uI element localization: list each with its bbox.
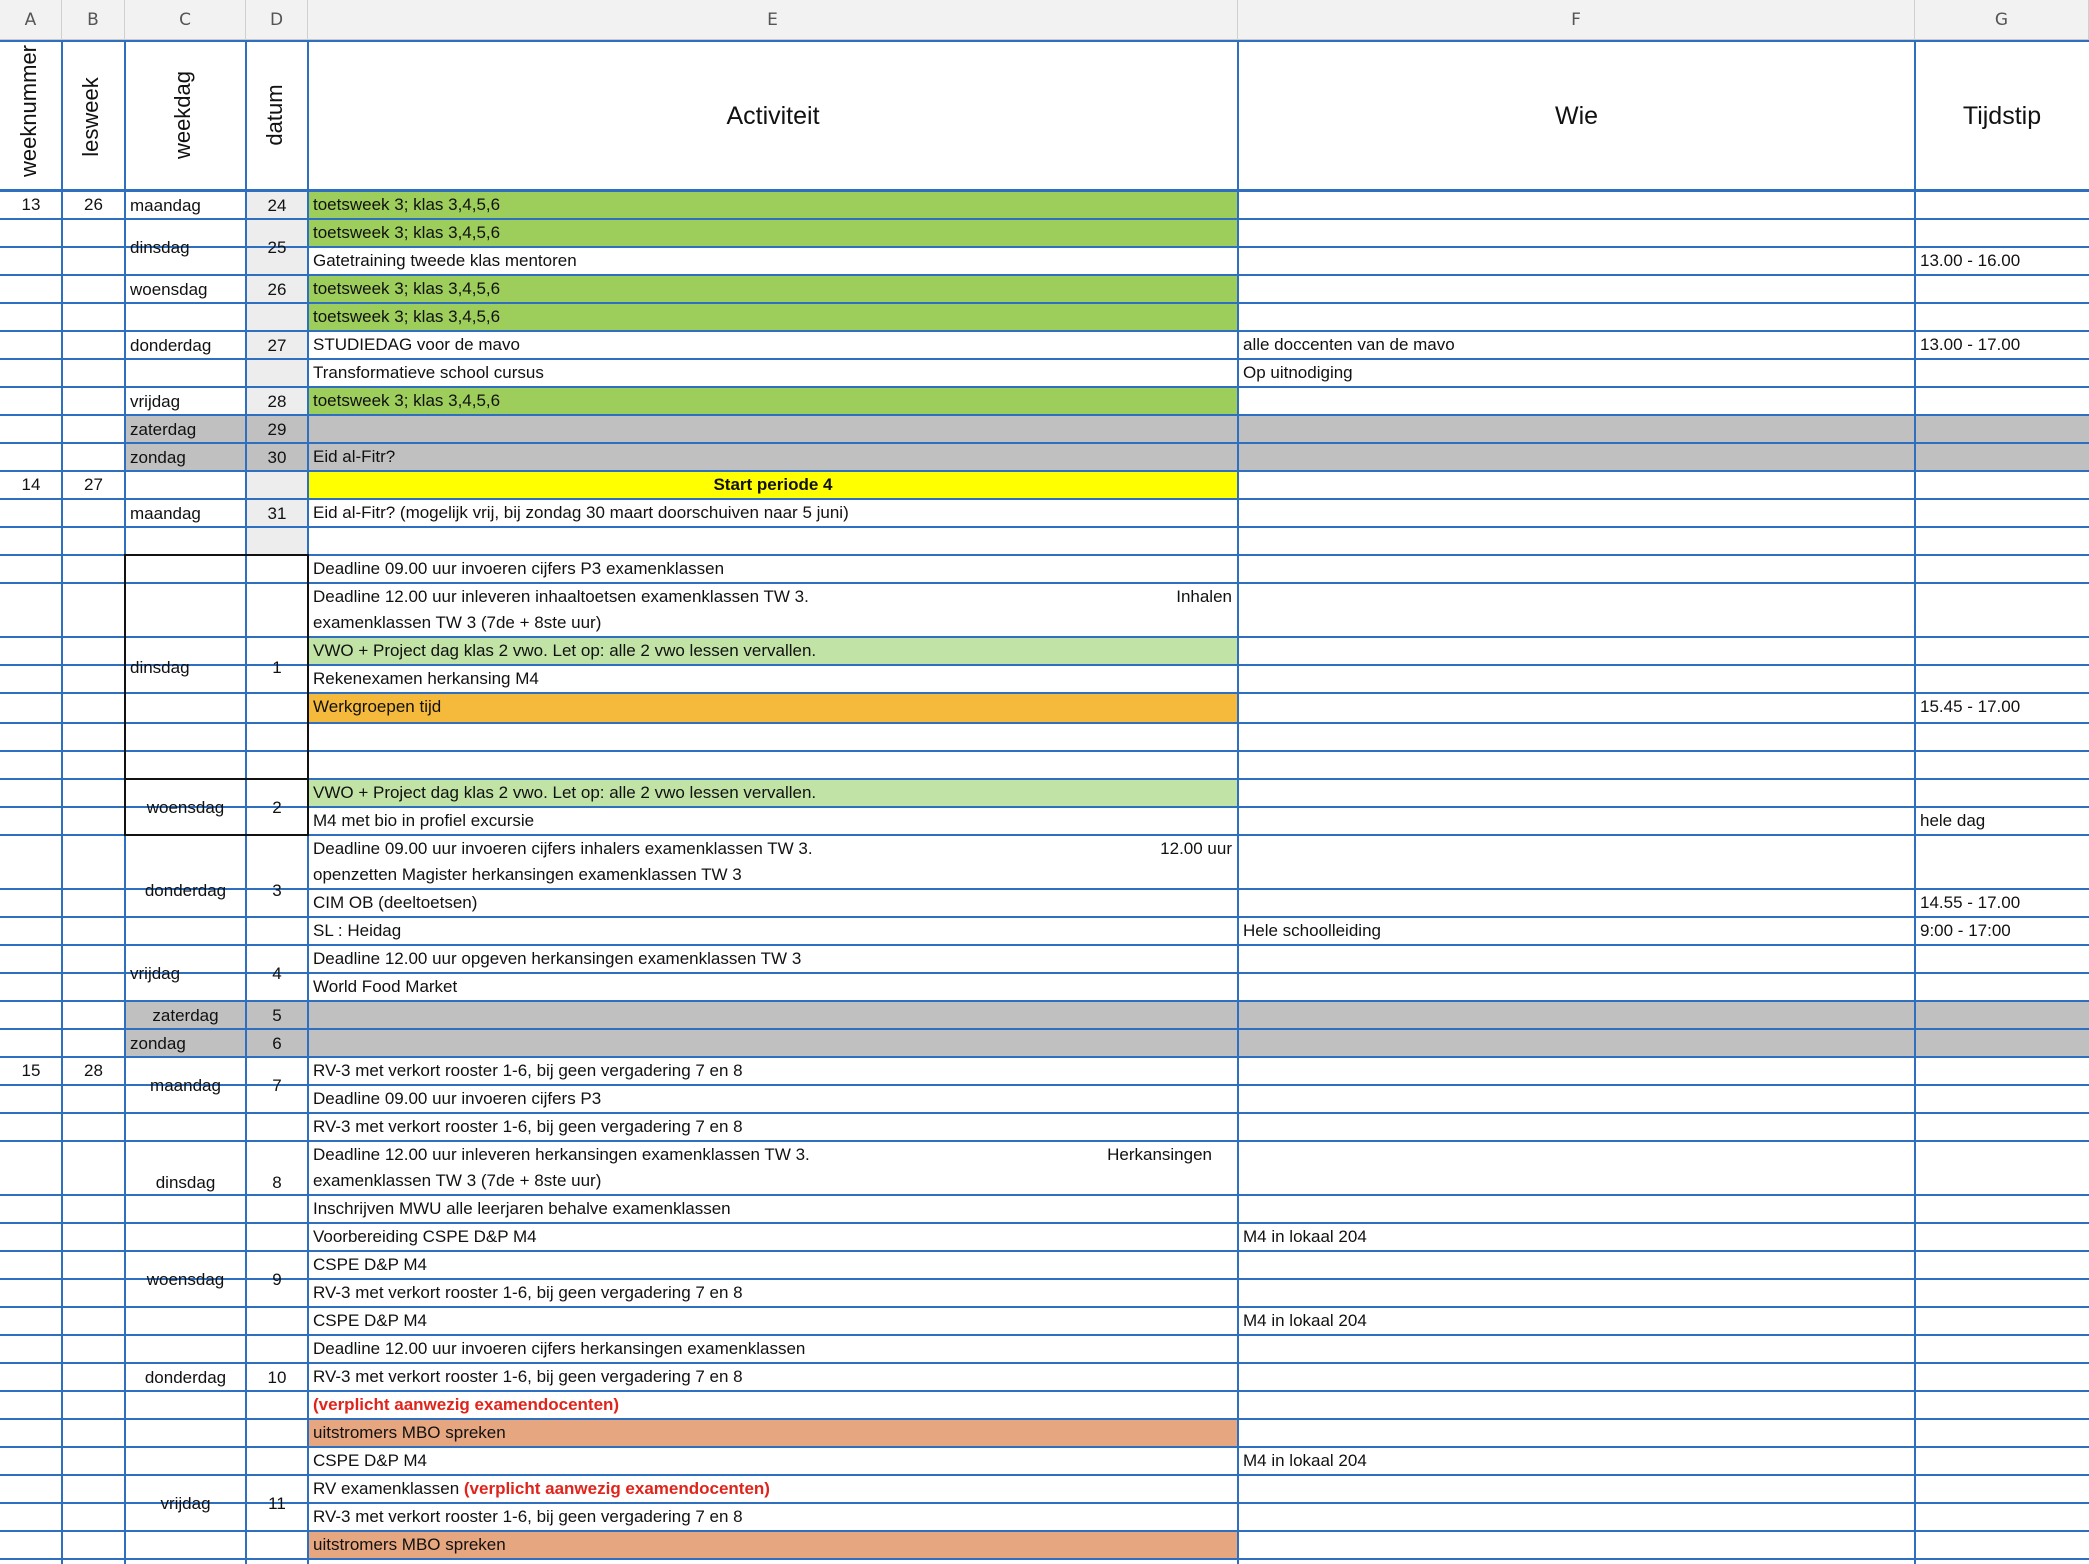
column-header-e[interactable]: E	[308, 0, 1238, 40]
header-wie: Wie	[1554, 101, 1599, 130]
weekday-cell[interactable]: zondag	[130, 1033, 186, 1053]
wie-cell[interactable]: Hele schoolleiding	[1243, 921, 1381, 940]
weekday-cell[interactable]: vrijdag	[130, 963, 181, 983]
grid-line	[0, 750, 2089, 752]
column-header-f[interactable]: F	[1238, 0, 1915, 40]
header-datum: datum	[262, 84, 287, 146]
activity-cell[interactable]: CSPE D&P M4	[313, 1451, 428, 1470]
activity-cell[interactable]: uitstromers MBO spreken	[313, 1423, 506, 1442]
weeknummer-cell[interactable]: 13	[21, 195, 41, 214]
lesweek-cell[interactable]: 28	[84, 1061, 103, 1080]
activity-cell-line2[interactable]: openzetten Magister herkansingen examenklassen TW 3	[313, 865, 742, 884]
date-cell[interactable]: 2	[272, 797, 282, 817]
date-cell[interactable]: 26	[267, 279, 287, 299]
activity-cell[interactable]: Transformatieve school cursus	[313, 363, 544, 382]
activity-cell-line2[interactable]: examenklassen TW 3 (7de + 8ste uur)	[313, 1171, 602, 1190]
activity-cell[interactable]: Deadline 09.00 uur invoeren cijfers inhalers examenklassen TW 3.	[313, 839, 813, 858]
tijdstip-cell[interactable]: 15.45 - 17.00	[1920, 697, 2021, 716]
weekday-cell[interactable]: dinsdag	[130, 237, 190, 257]
lesweek-cell[interactable]: 26	[84, 195, 103, 214]
column-header-d[interactable]: D	[246, 0, 308, 40]
lesweek-cell[interactable]: 27	[84, 475, 103, 494]
activity-cell[interactable]: Deadline 12.00 uur inleveren herkansingen examenklassen TW 3.	[313, 1145, 810, 1164]
weekday-cell[interactable]: woensdag	[130, 279, 208, 299]
weekday-cell[interactable]: donderdag	[144, 880, 227, 900]
header-weekdag: weekdag	[170, 70, 195, 160]
weekday-cell[interactable]: maandag	[130, 503, 201, 523]
activity-note: (verplicht aanwezig examendocenten)	[459, 1479, 770, 1498]
weekday-cell[interactable]: zaterdag	[130, 419, 197, 439]
date-cell[interactable]: 30	[267, 447, 287, 467]
tijdstip-cell[interactable]: 9:00 - 17:00	[1920, 921, 2011, 940]
weekend-fill	[125, 1029, 2089, 1057]
activity-cell[interactable]: toetsweek 3; klas 3,4,5,6	[313, 195, 501, 214]
activity-cell[interactable]: Deadline 12.00 uur inleveren inhaaltoetsen examenklassen TW 3.	[313, 587, 809, 606]
weeknummer-cell[interactable]: 14	[21, 475, 41, 494]
weekday-cell[interactable]: zaterdag	[152, 1005, 219, 1025]
weekday-cell[interactable]: woensdag	[146, 1269, 225, 1289]
tijdstip-cell[interactable]: 13.00 - 17.00	[1920, 335, 2021, 354]
activity-cell[interactable]: Inschrijven MWU alle leerjaren behalve examenklassen	[313, 1199, 731, 1218]
activity-cell[interactable]: toetsweek 3; klas 3,4,5,6	[313, 391, 501, 410]
date-cell[interactable]: 6	[272, 1033, 282, 1053]
date-cell[interactable]: 5	[272, 1005, 282, 1025]
activity-cell[interactable]: Gatetraining tweede klas mentoren	[313, 251, 577, 270]
activity-cell[interactable]: Deadline 09.00 uur invoeren cijfers P3 examenklassen	[313, 559, 725, 578]
activity-cell[interactable]: M4 met bio in profiel excursie	[313, 811, 535, 830]
header-weeknummer: weeknummer	[16, 44, 41, 178]
date-cell[interactable]: 9	[272, 1269, 282, 1289]
activity-cell[interactable]: Eid al-Fitr?	[313, 447, 396, 466]
wie-cell[interactable]: alle doccenten van de mavo	[1243, 335, 1455, 354]
date-cell[interactable]: 27	[267, 335, 287, 355]
activity-cell[interactable]: RV examenklassen (verplicht aanwezig examendocenten)	[313, 1479, 770, 1498]
activity-cell[interactable]: (verplicht aanwezig examendocenten)	[313, 1395, 620, 1414]
activity-cell[interactable]: RV-3 met verkort rooster 1-6, bij geen vergadering 7 en 8	[313, 1117, 743, 1136]
activity-cell[interactable]: Werkgroepen tijd	[313, 697, 442, 716]
activity-cell-line2[interactable]: examenklassen TW 3 (7de + 8ste uur)	[313, 613, 602, 632]
date-cell[interactable]: 3	[272, 880, 282, 900]
column-header-g[interactable]: G	[1915, 0, 2089, 40]
date-cell[interactable]: 29	[267, 419, 287, 439]
grid-line	[0, 40, 2089, 42]
wie-cell[interactable]: M4 in lokaal 204	[1243, 1311, 1367, 1330]
weekend-fill	[125, 1001, 2089, 1029]
activity-cell[interactable]: RV-3 met verkort rooster 1-6, bij geen vergadering 7 en 8	[313, 1283, 743, 1302]
activity-cell[interactable]: Deadline 12.00 uur opgeven herkansingen examenklassen TW 3	[313, 949, 802, 968]
date-cell[interactable]: 10	[267, 1367, 287, 1387]
activity-cell[interactable]: VWO + Project dag klas 2 vwo. Let op: alle 2 vwo lessen vervallen.	[313, 783, 817, 802]
activity-cell[interactable]: SL : Heidag	[313, 921, 402, 940]
activity-cell[interactable]: Deadline 09.00 uur invoeren cijfers P3	[313, 1089, 602, 1108]
activity-cell-right[interactable]: Inhalen	[1176, 587, 1232, 606]
activity-cell[interactable]: uitstromers MBO spreken	[313, 1535, 506, 1554]
activity-cell[interactable]: RV-3 met verkort rooster 1-6, bij geen vergadering 7 en 8	[313, 1367, 743, 1386]
weekday-cell[interactable]: zondag	[130, 447, 186, 467]
date-cell[interactable]: 8	[272, 1172, 282, 1192]
grid-line	[0, 1028, 2089, 1030]
date-cell[interactable]: 31	[267, 503, 287, 523]
activity-cell[interactable]: STUDIEDAG voor de mavo	[313, 335, 520, 354]
weekend-fill	[125, 415, 2089, 443]
column-header-c[interactable]: C	[125, 0, 246, 40]
date-cell[interactable]: 7	[272, 1075, 282, 1095]
activity-cell[interactable]: toetsweek 3; klas 3,4,5,6	[313, 223, 501, 242]
activity-cell[interactable]: Eid al-Fitr? (mogelijk vrij, bij zondag 30 maart doorschuiven naar 5 juni)	[313, 503, 849, 522]
weekday-cell[interactable]: maandag	[130, 195, 201, 215]
activity-cell[interactable]: Start periode 4	[713, 475, 833, 494]
activity-cell[interactable]: RV-3 met verkort rooster 1-6, bij geen vergadering 7 en 8	[313, 1061, 743, 1080]
tijdstip-cell[interactable]: 13.00 - 16.00	[1920, 251, 2021, 270]
weekday-cell[interactable]: vrijdag	[130, 391, 181, 411]
activity-cell[interactable]: toetsweek 3; klas 3,4,5,6	[313, 307, 501, 326]
header-lesweek: lesweek	[78, 77, 103, 157]
date-cell[interactable]: 28	[267, 391, 287, 411]
wie-cell[interactable]: M4 in lokaal 204	[1243, 1227, 1367, 1246]
column-header-b[interactable]: B	[62, 0, 125, 40]
weekday-cell[interactable]: dinsdag	[155, 1172, 216, 1192]
date-cell[interactable]: 4	[272, 963, 282, 983]
activity-cell[interactable]: Deadline 12.00 uur invoeren cijfers herkansingen examenklassen	[313, 1339, 806, 1358]
header-activiteit: Activiteit	[726, 101, 820, 130]
activity-cell[interactable]: RV-3 met verkort rooster 1-6, bij geen vergadering 7 en 8	[313, 1507, 743, 1526]
column-header-a[interactable]: A	[0, 0, 62, 40]
grid-line	[61, 40, 63, 1564]
tijdstip-cell[interactable]: hele dag	[1920, 811, 1986, 830]
activity-cell[interactable]: Voorbereiding CSPE D&P M4	[313, 1227, 537, 1246]
date-cell[interactable]: 25	[267, 237, 287, 257]
header-tijdstip: Tijdstip	[1962, 101, 2042, 130]
activity-cell[interactable]: VWO + Project dag klas 2 vwo. Let op: alle 2 vwo lessen vervallen.	[313, 641, 817, 660]
activity-cell[interactable]: World Food Market	[313, 977, 458, 996]
activity-cell-right[interactable]: Herkansingen	[1107, 1145, 1212, 1164]
activity-cell[interactable]: CIM OB (deeltoetsen)	[313, 893, 478, 912]
weekday-cell[interactable]: donderdag	[130, 335, 212, 355]
activity-cell[interactable]: toetsweek 3; klas 3,4,5,6	[313, 279, 501, 298]
wie-cell[interactable]: M4 in lokaal 204	[1243, 1451, 1367, 1470]
tijdstip-cell[interactable]: 14.55 - 17.00	[1920, 893, 2021, 912]
activity-cell[interactable]: CSPE D&P M4	[313, 1255, 428, 1274]
weekday-cell[interactable]: donderdag	[144, 1367, 227, 1387]
weekday-cell[interactable]: maandag	[150, 1075, 221, 1095]
weekday-cell[interactable]: dinsdag	[130, 657, 190, 677]
weekday-cell[interactable]: woensdag	[146, 797, 225, 817]
activity-cell-right[interactable]: 12.00 uur	[1160, 839, 1232, 858]
date-cell[interactable]: 11	[268, 1493, 286, 1513]
wie-cell[interactable]: Op uitnodiging	[1243, 363, 1353, 382]
date-cell[interactable]: 24	[267, 195, 287, 215]
weekday-cell[interactable]: vrijdag	[160, 1493, 211, 1513]
date-cell[interactable]: 1	[272, 657, 282, 677]
weeknummer-cell[interactable]: 15	[21, 1061, 41, 1080]
activity-cell[interactable]: Rekenexamen herkansing M4	[313, 669, 539, 688]
activity-cell[interactable]: CSPE D&P M4	[313, 1311, 428, 1330]
